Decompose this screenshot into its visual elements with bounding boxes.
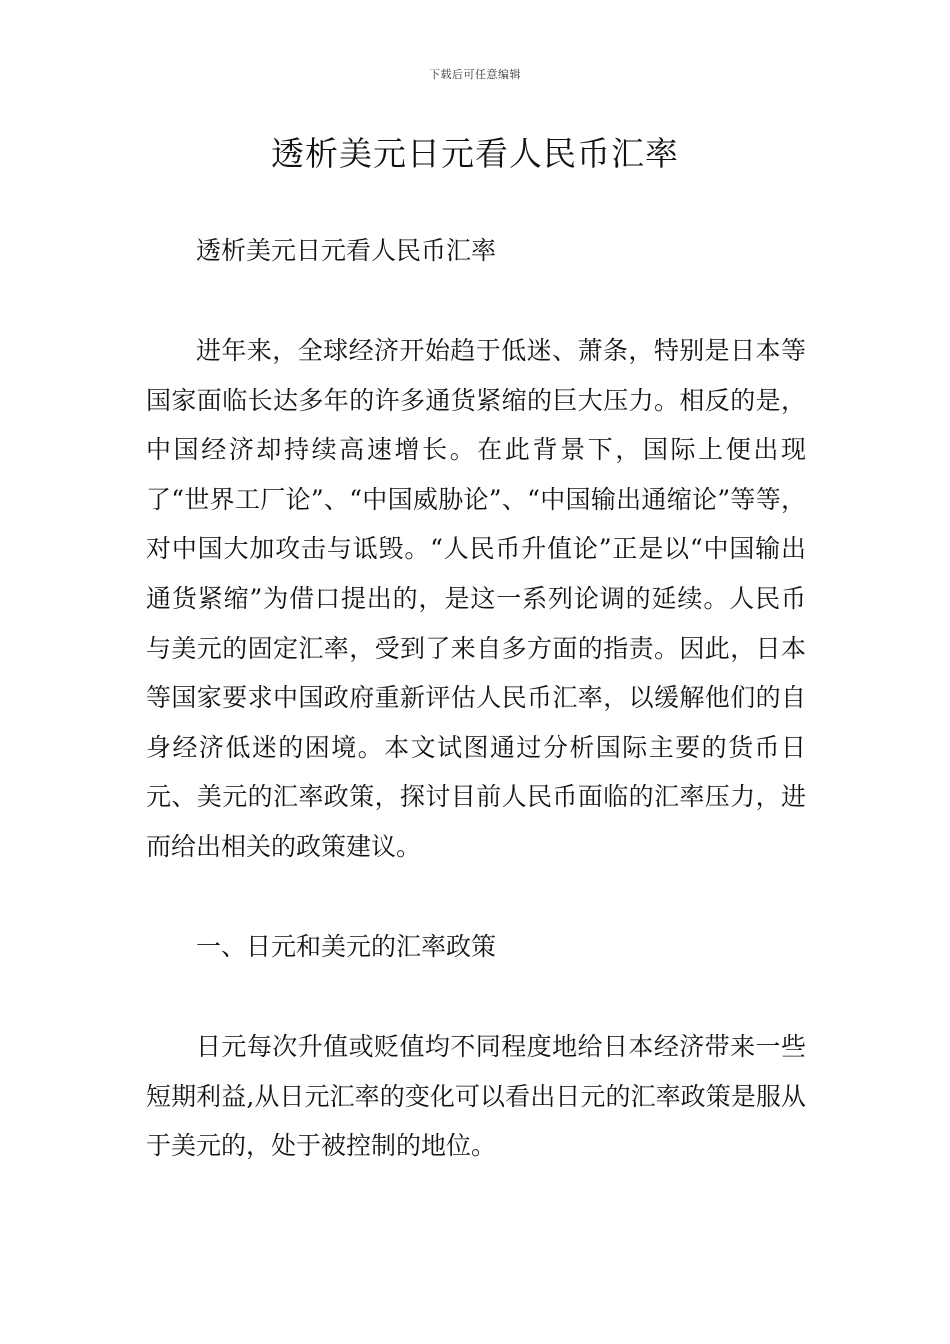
intro-paragraph: 进年来，全球经济开始趋于低迷、萧条，特别是日本等国家面临长达多年的许多通货紧缩的巨大压力。相反的是，中国经济却持续高速增长。在此背景下，国际上便出现了“世界工厂论”、“中国威胁论”、“中国输出通缩论”等等，对中国大加攻击与诋毁。“人民币升值论”正是以“中国输出通货紧缩”为借口提出的，是这一系列论调的延续。人民币与美元的固定汇率，受到了来自多方面的指责。因此，日本等国家要求中国政府重新评估人民币汇率，以缓解他们的自身经济低迷的困境。本文试图通过分析国际主要的货币日元、美元的汇率政策，探讨目前人民币面临的汇率压力，进而给出相关的政策建议。 [146, 336, 806, 861]
section-heading: 一、日元和美元的汇率政策 [196, 932, 497, 961]
section-paragraph: 日元每次升值或贬值均不同程度地给日本经济带来一些短期利益,从日元汇率的变化可以看出日元的汇率政策是服从于美元的，处于被控制的地位。 [146, 1032, 806, 1161]
document-title: 透析美元日元看人民币汇率 [271, 134, 679, 173]
header-note: 下载后可任意编辑 [429, 68, 521, 81]
document-subtitle: 透析美元日元看人民币汇率 [196, 236, 497, 265]
